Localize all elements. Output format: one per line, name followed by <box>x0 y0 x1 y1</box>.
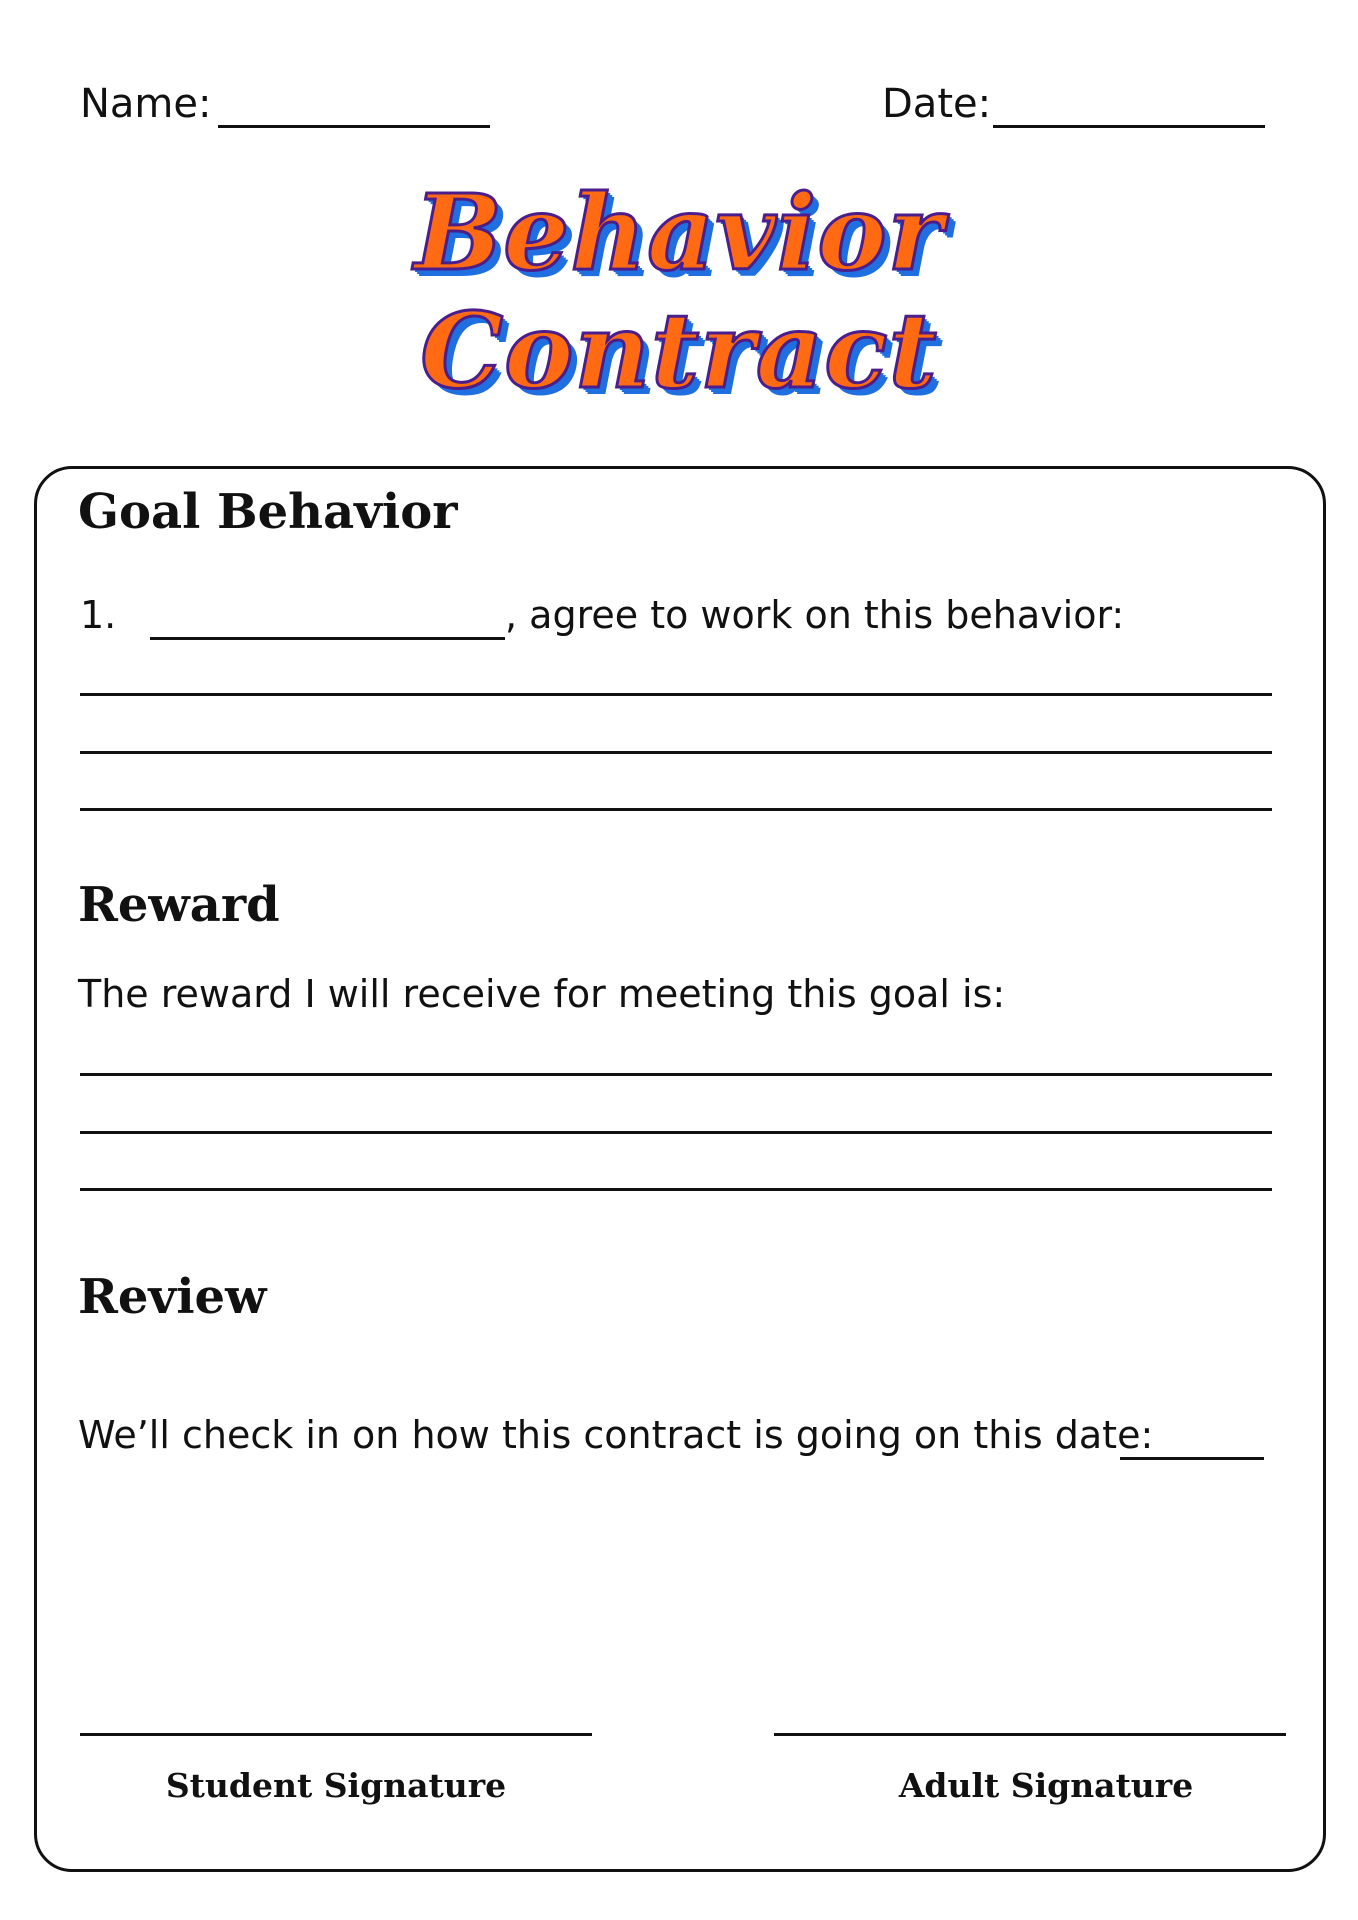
date-blank[interactable] <box>993 125 1265 128</box>
contract-frame <box>34 466 1326 1872</box>
student-signature-label: Student Signature <box>165 1766 507 1805</box>
adult-signature-line[interactable] <box>774 1733 1286 1736</box>
goal-text: , agree to work on this behavior: <box>505 593 1125 637</box>
reward-line-1[interactable] <box>80 1073 1272 1076</box>
goal-heading: Goal Behavior <box>78 484 458 540</box>
adult-signature-label: Adult Signature <box>898 1766 1194 1805</box>
title-line-1: Behavior <box>414 171 944 294</box>
reward-text: The reward I will receive for meeting this goal is: <box>78 972 1006 1016</box>
review-date-blank[interactable] <box>1120 1457 1264 1460</box>
title-line-2: Contract <box>420 289 938 412</box>
goal-line-3[interactable] <box>80 808 1272 811</box>
goal-line-2[interactable] <box>80 751 1272 754</box>
reward-line-2[interactable] <box>80 1131 1272 1134</box>
name-blank[interactable] <box>218 125 490 128</box>
goal-line-1[interactable] <box>80 693 1272 696</box>
student-name-blank[interactable] <box>150 637 505 640</box>
date-label: Date: <box>882 81 992 127</box>
reward-line-3[interactable] <box>80 1188 1272 1191</box>
review-text: We’ll check in on how this contract is going on this date: <box>78 1413 1154 1457</box>
reward-heading: Reward <box>78 877 280 933</box>
review-heading: Review <box>78 1269 267 1325</box>
goal-number: 1. <box>80 593 117 637</box>
name-label: Name: <box>80 81 212 127</box>
student-signature-line[interactable] <box>80 1733 592 1736</box>
